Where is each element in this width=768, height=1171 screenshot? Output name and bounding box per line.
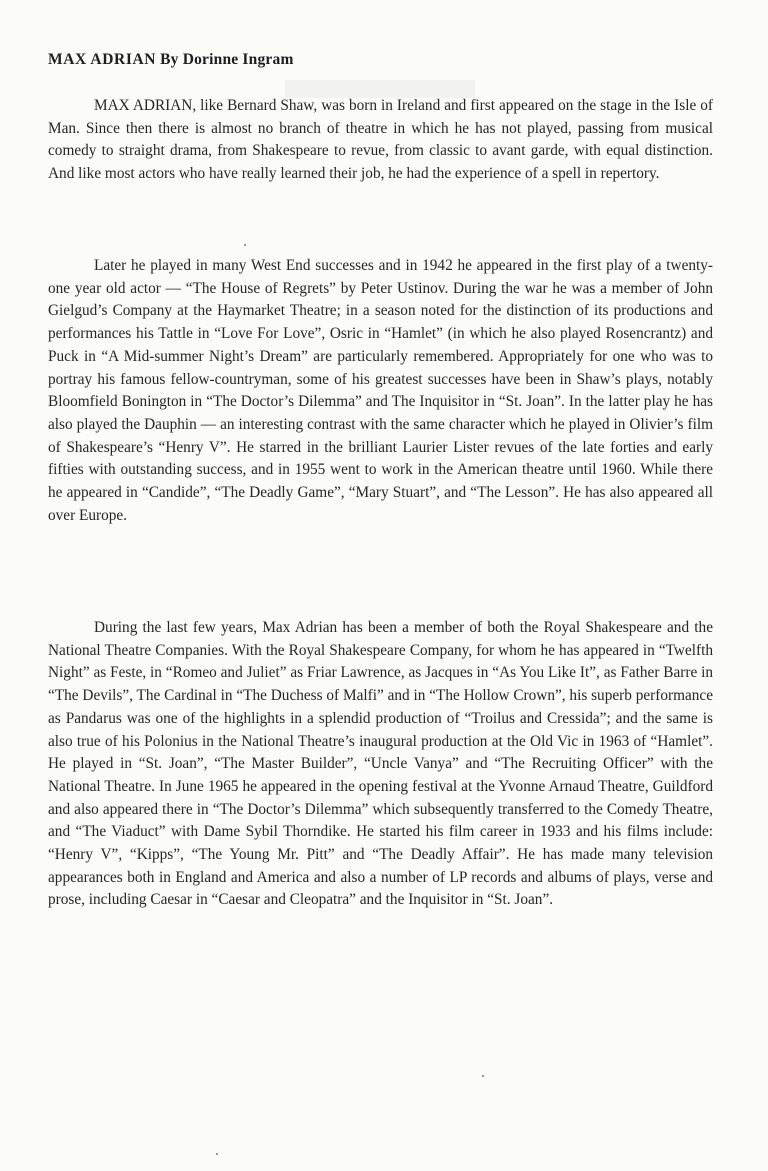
- paper-speck: [244, 244, 246, 246]
- paragraph-1: MAX ADRIAN, like Bernard Shaw, was born in Ireland and first appeared on the stage in the Isle of Man. Since then there is almost no branch of theatre in which he has not played, passing from musical comedy to straight drama, from Shakespeare to revue, from classic to avant garde, with equal distinction. And like most actors who have really learned their job, he had the experience of a spell in repertory.: [48, 97, 713, 183]
- paragraph-3: During the last few years, Max Adrian has been a member of both the Royal Shakespeare and the National Theatre Companies. With the Royal Shakespeare Company, for whom he has appeared in “Twelfth Night” as Feste, in “Romeo and Juliet” as Friar Lawrence, as Jacques in “As You Like It”, as Father Barre in “The Devils”, The Cardinal in “The Duchess of Malfi” and in “The Hollow Crown”, his superb performance as Pandarus was one of the highlights in a splendid production of “Troilus and Cressida”; and the same is also true of his Polonius in the National Theatre’s inaugural production at the Old Vic in 1963 of “Hamlet”. He played in “St. Joan”, “The Master Builder”, “Uncle Vanya” and “The Recruiting Officer” with the National Theatre. In June 1965 he appeared in the opening festival at the Yvonne Arnaud Theatre, Guildford and also appeared there in “The Doctor’s Dilemma” which subsequently transferred to the Comedy Theatre, and “The Viaduct” with Dame Sybil Thorndike. He started his film career in 1933 and his films include: “Henry V”, “Kipps”, “The Young Mr. Pitt” and “The Deadly Affair”. He has made many television appearances both in England and America and also a number of LP records and albums of plays, verse and prose, including Caesar in “Caesar and Cleopatra” and the Inquisitor in “St. Joan”.: [48, 619, 713, 909]
- paper-speck: [482, 1075, 484, 1077]
- author-byline: By Dorinne Ingram: [160, 51, 294, 68]
- paragraph-2: Later he played in many West End successes and in 1942 he appeared in the first play of a twenty-one year old actor — “The House of Regrets” by Peter Ustinov. During the war he was a member of John Gielgud’s Company at the Haymarket Theatre; in a season noted for the distinction of its productions and performances his Tattle in “Love For Love”, Osric in “Hamlet” (in which he also played Rosencrantz) and Puck in “A Mid-summer Night’s Dream” are particularly remembered. Appropriately for one who was to portray his famous fellow-countryman, some of his greatest successes have been in Shaw’s plays, notably Bloomfield Bonington in “The Doctor’s Dilemma” and The Inquisitor in “St. Joan”. In the latter play he has also played the Dauphin — an interesting contrast with the same character which he played in Olivier’s film of Shakespeare’s “Henry V”. He starred in the brilliant Laurier Lister revues of the late forties and early fifties with outstanding success, and in 1955 went to work in the American theatre until 1960. While there he appeared in “Candide”, “The Deadly Game”, “Mary Stuart”, and “The Lesson”. He has also appeared all over Europe.: [48, 257, 713, 524]
- article-heading: [48, 51, 294, 69]
- paper-speck: [216, 1153, 218, 1155]
- subject-name: MAX ADRIAN: [48, 51, 157, 68]
